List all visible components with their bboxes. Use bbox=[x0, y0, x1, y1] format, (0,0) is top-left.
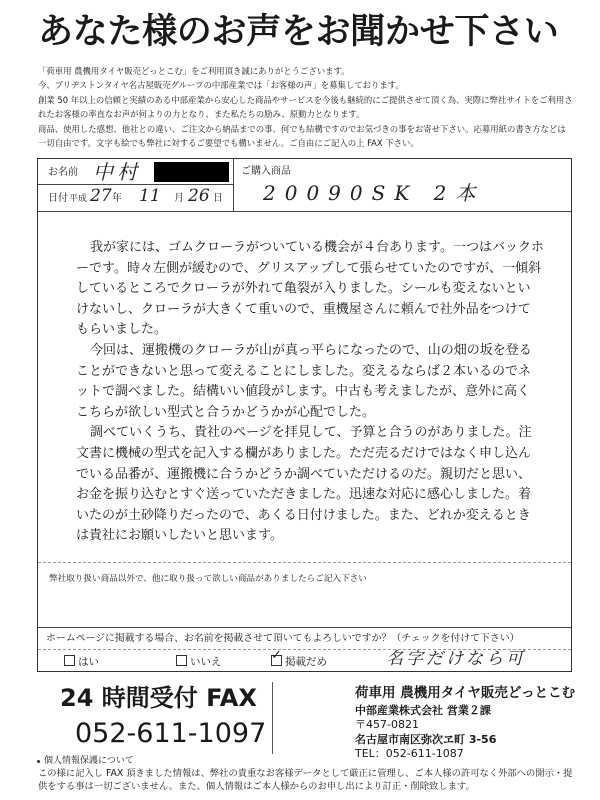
option-label: いいえ bbox=[190, 656, 222, 668]
intro-line: れたお客様の率直なお声が何よりの力となり、また私たちの励み、原動力となります。 bbox=[38, 109, 365, 120]
fax-heading: 24 時間受付 FAX bbox=[60, 684, 257, 712]
feedback-form bbox=[37, 158, 572, 672]
era-label: 平成 bbox=[69, 194, 88, 204]
feedback-line: 今回は、運搬機のクローラが山が真っ平らになったので、山の畑の坂を登る bbox=[90, 342, 532, 358]
intro-line: 「荷車用 農機用タイヤ販売どっとこむ」をご利用頂き誠にありがとうございます。 bbox=[38, 66, 350, 76]
feedback-line: でいる品番が、運搬機に合うかどうか調べていただけるのだ。親切だと思い、 bbox=[76, 466, 532, 482]
feedback-line: もらいました。 bbox=[76, 322, 168, 338]
feedback-line: しているところでクローラが外れて亀裂が入りました。シールも変えないとい bbox=[76, 281, 531, 297]
shop-name: 荷車用 農機用タイヤ販売どっとこむ bbox=[355, 685, 576, 701]
feedback-line: ことができないと思って変えることにしました。変えるならば２本いるのでネ bbox=[76, 363, 532, 379]
year-value: 27 bbox=[90, 186, 112, 206]
product-value: 20090SK 2本 bbox=[263, 181, 485, 205]
checkbox-checked-icon bbox=[271, 655, 282, 666]
section-divider bbox=[38, 562, 571, 563]
name-label: お名前 bbox=[48, 167, 78, 178]
feedback-line: お金を振り込むとすぐ送っていただきました。迅速な対応に感心しました。着 bbox=[76, 487, 532, 503]
checkbox-icon bbox=[64, 655, 75, 666]
postal-code: 〒457-0821 bbox=[355, 718, 419, 731]
product-label: ご購入商品 bbox=[241, 166, 291, 177]
option-label: はい bbox=[78, 656, 99, 668]
feedback-line: いたのが土砂降りだったので、あくる日付けました。また、どれか変えるとき bbox=[76, 507, 531, 523]
consent-option-no bbox=[176, 655, 222, 669]
intro-line: 一切自由です。文字も絵でも弊社に対するご要望でも構いません。ご自由にご記入の上 FAX 下さい。 bbox=[38, 138, 419, 149]
feedback-text bbox=[76, 238, 548, 547]
handwritten-note: 名字だけなら可 bbox=[386, 649, 526, 669]
feedback-line: こちらが欲しい型式と合うかどうかが心配でした。 bbox=[76, 404, 376, 420]
day-unit: 日 bbox=[213, 193, 223, 204]
header-divider bbox=[38, 211, 571, 212]
consent-option-decline bbox=[271, 655, 327, 669]
intro-line: 今、ブリヂストンタイヤ名古屋販売グループの中部産業では「お客様の声」を募集しております。 bbox=[38, 80, 404, 91]
year-unit: 年 bbox=[112, 193, 122, 204]
feedback-line: 我が家には、ゴムクローラがついている機会が４台あります。一つはバックホ bbox=[90, 240, 544, 255]
feedback-line: けないし、クローラが大きくて重いので、重機屋さんに頼んで社外品をつけて bbox=[76, 301, 531, 317]
checkbox-icon bbox=[176, 655, 187, 666]
intro-line: 創業 50 年以上の信頼と実績のある中部産業から安心した商品やサービスを今後も継続的にご提供させて頂く為、実際に弊社サイトをご利用さ bbox=[38, 94, 573, 105]
feedback-line: ーです。時々左側が緩むので、グリスアップして張らせていたのですが、一傾斜 bbox=[76, 260, 542, 276]
column-divider bbox=[233, 159, 234, 211]
consent-option-yes bbox=[64, 655, 99, 669]
wishlist-prompt: 弊社取り扱い商品以外で、他に取り扱って欲しい商品がありましたらご記入下さい bbox=[49, 574, 367, 584]
company-name: 中部産業株式会社 営業２課 bbox=[355, 704, 491, 717]
bullet-icon bbox=[37, 760, 40, 763]
row-divider bbox=[38, 184, 233, 185]
date-label: 日付 bbox=[48, 193, 68, 204]
company-tel: TEL：052-611-1087 bbox=[355, 747, 464, 760]
footer-divider bbox=[272, 682, 273, 754]
company-address: 名古屋市南区弥次ヱ町 3-56 bbox=[355, 733, 497, 746]
feedback-line: は貴社にお願いしたいと思います。 bbox=[76, 528, 283, 544]
intro-line: 商品、使用した感想、他社との違い、ご注文から納品までの事、何でも結構ですのでお気づきの事をお寄せ下さい。応募用紙の書き方などは bbox=[38, 123, 566, 134]
option-label: 掲載だめ bbox=[285, 656, 327, 668]
privacy-line: 供をする事は一切ございません。また、個人情報はご本人様からのお申し出により訂正・削除致します。 bbox=[38, 781, 475, 792]
feedback-line: ットで調べました。結構いい値段がします。中古も考えましたが、意外に高く bbox=[76, 384, 530, 400]
page-title: あなた様のお声をお聞かせ下さい bbox=[38, 12, 559, 52]
feedback-line: 調べていくうち、貴社のページを拝見して、予算と合うのがありました。注 bbox=[90, 425, 532, 441]
section-divider bbox=[38, 627, 571, 628]
name-value: 中村 bbox=[93, 160, 141, 184]
redaction-box bbox=[154, 162, 229, 182]
intro-paragraph bbox=[38, 64, 583, 150]
privacy-line: この様に記入し FAX 頂きました情報は、弊社の貴重なお客様データとして厳正に管理し、ご本人様の許可なく外部への開示・提 bbox=[38, 768, 573, 779]
month-value: 11 bbox=[139, 186, 161, 206]
day-value: 26 bbox=[188, 186, 210, 206]
month-unit: 月 bbox=[174, 193, 184, 204]
consent-question: ホームページに掲載する場合、お名前を掲載させて頂いてもよろしいですか？（チェックを付けて下さい） bbox=[46, 633, 520, 644]
privacy-heading: 個人情報保護について bbox=[44, 756, 134, 766]
fax-number: 052-611-1097 bbox=[75, 718, 267, 749]
feedback-line: 文書に機械の型式を記入する欄がありました。ただ売るだけではなく申し込ん bbox=[76, 445, 532, 461]
privacy-notice bbox=[38, 767, 594, 793]
